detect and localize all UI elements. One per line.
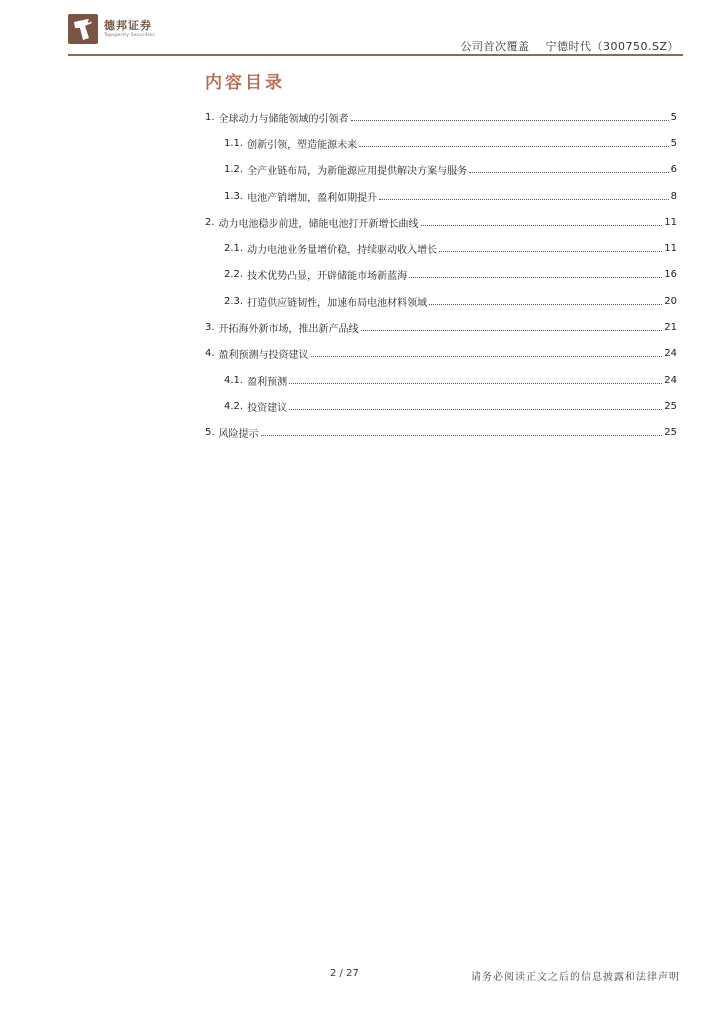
toc-entry-label: 投资建议 (247, 402, 288, 414)
toc-entry[interactable] (205, 314, 677, 340)
toc-entry-label: 打造供应链韧性，加速布局电池材料领域 (247, 297, 428, 309)
toc-entry-number: 2.2. (224, 269, 244, 281)
toc-entry-number: 3. (205, 322, 215, 334)
toc-entry[interactable] (205, 393, 677, 419)
toc-entry-page: 25 (664, 427, 677, 439)
toc-entry[interactable] (205, 288, 677, 314)
report-header-info (460, 38, 679, 54)
toc-entry-label: 全球动力与储能领域的引领者 (218, 113, 349, 125)
toc-leader-dots (361, 330, 663, 331)
logo-english-name: Topsperity Securities (104, 33, 155, 38)
toc-entry-page: 25 (664, 400, 677, 412)
table-of-contents (205, 104, 677, 446)
toc-entry-page: 24 (664, 348, 677, 360)
toc-entry-number: 1.2. (224, 164, 244, 176)
toc-leader-dots (289, 409, 662, 410)
toc-entry-label: 动力电池稳步前进，储能电池打开新增长曲线 (218, 218, 419, 230)
toc-entry-number: 1.3. (224, 190, 244, 202)
toc-entry-label: 技术优势凸显，开辟储能市场新蓝海 (247, 271, 408, 283)
toc-leader-dots (439, 251, 662, 252)
toc-entry-number: 4.1. (224, 374, 244, 386)
toc-leader-dots (429, 304, 662, 305)
header-divider (68, 54, 683, 56)
toc-entry-number: 5. (205, 427, 215, 439)
toc-entry-label: 全产业链布局，为新能源应用提供解决方案与服务 (247, 166, 468, 178)
toc-entry-page: 11 (664, 243, 677, 255)
report-type: 公司首次覆盖 (460, 40, 530, 53)
toc-entry-label: 开拓海外新市场，推出新产品线 (218, 324, 359, 336)
toc-entry-label: 创新引领，塑造能源未来 (247, 139, 358, 151)
footer-disclaimer: 请务必阅读正文之后的信息披露和法律声明 (471, 972, 680, 983)
toc-leader-dots (261, 435, 663, 436)
toc-entry-page: 20 (664, 295, 677, 307)
toc-entry-page: 5 (670, 137, 677, 149)
toc-entry-number: 2.1. (224, 243, 244, 255)
company-logo-icon (68, 14, 98, 44)
toc-entry[interactable] (205, 104, 677, 130)
toc-entry[interactable] (205, 209, 677, 235)
toc-entry[interactable] (205, 341, 677, 367)
toc-leader-dots (409, 277, 662, 278)
page-number: 2 / 27 (330, 968, 359, 979)
toc-leader-dots (379, 199, 669, 200)
toc-entry-label: 盈利预测 (247, 376, 288, 388)
toc-entry-label: 电池产销增加，盈利如期提升 (247, 192, 378, 204)
toc-entry-label: 动力电池业务量增价稳，持续驱动收入增长 (247, 245, 438, 257)
toc-entry-number: 1. (205, 111, 215, 123)
company-name: 宁德时代（300750.SZ） (545, 40, 679, 53)
logo-chinese-name: 德邦证券 (104, 19, 152, 32)
toc-entry[interactable] (205, 367, 677, 393)
toc-entry-number: 2. (205, 216, 215, 228)
toc-entry[interactable] (205, 183, 677, 209)
toc-entry[interactable] (205, 157, 677, 183)
toc-entry-label: 盈利预测与投资建议 (218, 350, 309, 362)
toc-entry-page: 8 (670, 190, 677, 202)
toc-entry[interactable] (205, 235, 677, 261)
toc-entry-number: 2.3. (224, 295, 244, 307)
toc-entry-page: 21 (664, 322, 677, 334)
toc-leader-dots (469, 172, 669, 173)
toc-entry-number: 4.2. (224, 400, 244, 412)
toc-entry-page: 16 (664, 269, 677, 281)
page-header (68, 12, 683, 56)
toc-leader-dots (289, 383, 662, 384)
toc-entry-page: 11 (664, 216, 677, 228)
toc-entry[interactable] (205, 130, 677, 156)
toc-entry-page: 6 (670, 164, 677, 176)
toc-entry-page: 5 (670, 111, 677, 123)
toc-leader-dots (421, 225, 663, 226)
toc-title: 内容目录 (205, 73, 285, 93)
toc-entry-label: 风险提示 (218, 429, 259, 441)
toc-entry[interactable] (205, 262, 677, 288)
toc-entry-number: 4. (205, 348, 215, 360)
toc-leader-dots (311, 356, 663, 357)
toc-entry-number: 1.1. (224, 137, 244, 149)
toc-entry-page: 24 (664, 374, 677, 386)
toc-leader-dots (351, 120, 669, 121)
toc-entry[interactable] (205, 420, 677, 446)
toc-leader-dots (359, 146, 669, 147)
